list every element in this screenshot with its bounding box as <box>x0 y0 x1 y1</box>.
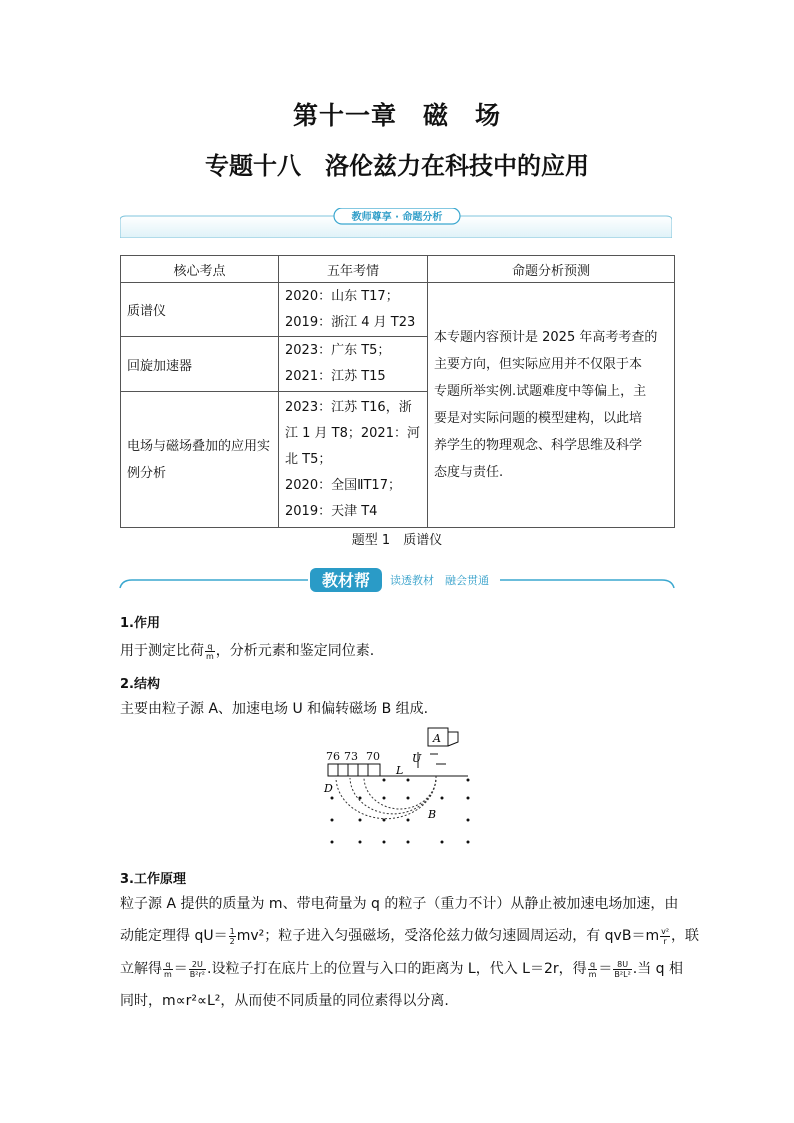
fraction: $\frac{q}{m}$ <box>588 959 597 979</box>
topic-title: 专题十八 洛伦兹力在科技中的应用 <box>205 151 589 180</box>
tick-label: 76 <box>326 750 340 763</box>
mass-spectrometer-diagram <box>318 722 478 850</box>
fraction: $\frac{q}{m}$ <box>164 959 172 979</box>
table-cell: 电场与磁场叠加的应用实例分析 <box>121 392 279 528</box>
history-line: 北 T5； <box>285 451 332 467</box>
principle-line: 粒子源 A 提供的质量为 m、带电荷量为 q 的粒子（重力不计）从静止被加速电场加速，由 <box>120 896 679 912</box>
analysis-line: 专题所举实例.试题难度中等偏上，主 <box>434 384 647 399</box>
table-cell: 质谱仪 <box>121 283 279 337</box>
section-text: 主要由粒子源 A、加速电场 U 和偏转磁场 B 组成. <box>120 701 429 717</box>
fraction: $\frac{2U}{\text{B²r²}}$ <box>189 959 205 979</box>
history-line: 2020：全国ⅡT17； <box>285 477 401 493</box>
label-A: A <box>433 732 441 745</box>
fraction: $\frac{8U}{\text{B²L²}}$ <box>614 959 631 979</box>
section-heading: 1.作用 <box>120 616 160 631</box>
tick-label: 73 <box>344 750 358 763</box>
principle-line: 动能定理得 qU＝ $\frac{1}{2}$ mv²；粒子进入匀强磁场，受洛伦兹力做匀速圆周运动，有 qvB＝m $\frac{\text{v²}}{r}$ ，联 <box>120 926 700 946</box>
teacher-banner <box>120 208 672 238</box>
history-line: 2021：江苏 T15 <box>285 369 386 384</box>
analysis-line: 主要方向，但实际应用并不仅限于本 <box>434 357 643 372</box>
fraction: $\frac{\text{v²}}{r}$ <box>661 926 670 946</box>
teacher-banner-label: 教师尊享 · 命题分析 <box>351 212 443 223</box>
history-line: 2019：浙江 4 月 T23 <box>285 314 416 330</box>
table-header: 核心考点 <box>121 256 279 283</box>
label-L: L <box>396 764 404 777</box>
history-line: 2023：江苏 T16，浙 <box>285 399 412 415</box>
table-cell: 回旋加速器 <box>121 337 279 392</box>
section-heading: 3.工作原理 <box>120 872 186 887</box>
type-caption: 题型 1 质谱仪 <box>351 533 443 548</box>
fraction: $\frac{1}{2}$ <box>229 926 235 946</box>
section-text: 用于测定比荷 $\frac{q}{m}$ ，分析元素和鉴定同位素. <box>120 641 375 661</box>
table-header: 五年考情 <box>279 256 428 283</box>
fraction: $\frac{q}{m}$ <box>206 641 214 661</box>
textbook-tagline: 读透教材 融会贯通 <box>390 574 489 587</box>
analysis-cell <box>428 283 675 528</box>
table-header: 命题分析预测 <box>428 256 675 283</box>
exam-analysis-table <box>120 255 675 528</box>
textbook-badge: 教材帮 <box>321 571 371 590</box>
label-D: D <box>324 782 333 795</box>
label-U: U <box>412 752 422 765</box>
chapter-title: 第十一章 磁 场 <box>292 101 501 130</box>
history-line: 江 1 月 T8；2021：河 <box>285 425 420 441</box>
field-dots <box>331 779 470 844</box>
table-cell <box>279 392 428 528</box>
history-line: 2023：广东 T5； <box>285 343 391 358</box>
table-cell <box>279 283 428 337</box>
analysis-line: 要是对实际问题的模型建构，以此培 <box>434 411 643 426</box>
table-cell <box>279 337 428 392</box>
history-line: 2019：天津 T4 <box>285 503 378 519</box>
textbook-banner <box>118 566 676 596</box>
analysis-line: 本专题内容预计是 2025 年高考考查的 <box>434 330 658 345</box>
analysis-line: 养学生的物理观念、科学思维及科学 <box>434 438 643 453</box>
section-heading: 2.结构 <box>120 677 160 692</box>
analysis-line: 态度与责任. <box>434 465 504 480</box>
principle-line: 同时，m∝r²∝L²，从而使不同质量的同位素得以分离. <box>120 993 449 1009</box>
tick-label: 70 <box>366 750 380 763</box>
label-B: B <box>428 808 437 821</box>
principle-line: 立解得 $\frac{q}{m}$ ＝ $\frac{2U}{\text{B²r²}}$ .设粒子打在底片上的位置与入口的距离为 L，代入 L＝2r，得 $\frac{q}{m}$ ＝ $\frac{8U}{\text{B²L²}}$ .当 q 相 <box>120 959 684 979</box>
history-line: 2020：山东 T17； <box>285 288 399 304</box>
